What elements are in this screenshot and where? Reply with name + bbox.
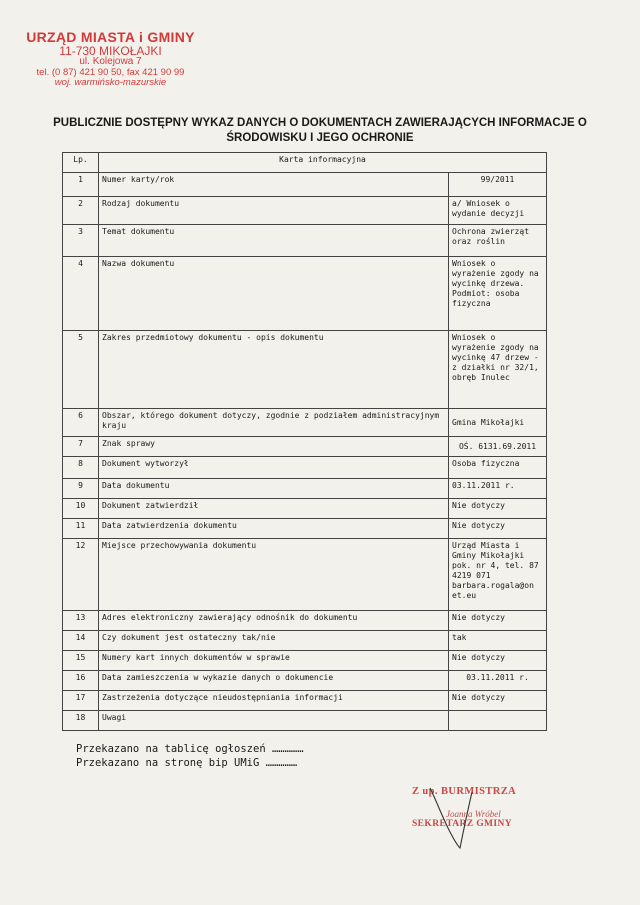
stamp-postal-city: 11-730 MIKOŁAJKI	[59, 43, 162, 58]
header-card: Karta informacyjna	[99, 153, 547, 173]
row-number: 8	[63, 457, 99, 479]
table-row	[63, 611, 547, 631]
row-value: Ochrona zwierząt oraz roślin	[449, 225, 547, 257]
row-label: Dokument wytworzył	[99, 457, 449, 479]
row-value: Urząd Miasta i Gminy Mikołajki pok. nr 4, tel. 87 4219 071 barbara.rogala@on et.eu	[449, 539, 547, 611]
table-row	[63, 257, 547, 331]
row-value: 03.11.2011 r.	[449, 479, 547, 499]
row-number: 1	[63, 173, 99, 197]
table-header-row	[63, 153, 547, 173]
header-lp: Lp.	[63, 153, 99, 173]
table-row	[63, 225, 547, 257]
row-value: Nie dotyczy	[449, 651, 547, 671]
row-number: 10	[63, 499, 99, 519]
table-row	[63, 173, 547, 197]
row-number: 14	[63, 631, 99, 651]
information-card-table	[62, 152, 547, 731]
table-row	[63, 519, 547, 539]
title-line-2: ŚRODOWISKU I JEGO OCHRONIE	[226, 132, 414, 144]
title-line-1: PUBLICZNIE DOSTĘPNY WYKAZ DANYCH O DOKUMENTACH ZAWIERAJĄCYCH INFORMACJE O	[53, 117, 587, 129]
row-number: 9	[63, 479, 99, 499]
office-stamp	[18, 30, 203, 88]
bip-website-line: Przekazano na stronę bip UMiG ……………	[76, 757, 298, 769]
row-value	[449, 711, 547, 731]
row-label: Obszar, którego dokument dotyczy, zgodnie z podziałem administracyjnym kraju	[99, 409, 449, 437]
row-value: Wniosek o wyrażenie zgody na wycinkę 47 drzew - z działki nr 32/1, obręb Inulec	[449, 331, 547, 409]
row-label: Dokument zatwierdził	[99, 499, 449, 519]
row-value: 03.11.2011 r.	[449, 671, 547, 691]
row-number: 15	[63, 651, 99, 671]
row-value: Wniosek o wyrażenie zgody na wycinkę drzewa. Podmiot: osoba fizyczna	[449, 257, 547, 331]
row-label: Temat dokumentu	[99, 225, 449, 257]
row-value: Osoba fizyczna	[449, 457, 547, 479]
table-row	[63, 691, 547, 711]
table-row	[63, 671, 547, 691]
row-value: Nie dotyczy	[449, 691, 547, 711]
row-label: Zastrzeżenia dotyczące nieudostępniania informacji	[99, 691, 449, 711]
row-number: 5	[63, 331, 99, 409]
row-label: Znak sprawy	[99, 437, 449, 457]
row-number: 3	[63, 225, 99, 257]
row-number: 13	[63, 611, 99, 631]
table-row	[63, 651, 547, 671]
document-title	[40, 116, 600, 146]
table-row	[63, 409, 547, 437]
row-label: Adres elektroniczny zawierający odnośnik do dokumentu	[99, 611, 449, 631]
row-label: Numer karty/rok	[99, 173, 449, 197]
row-number: 17	[63, 691, 99, 711]
row-number: 16	[63, 671, 99, 691]
row-value: Nie dotyczy	[449, 611, 547, 631]
signature-position: SEKRETARZ GMINY	[412, 819, 513, 829]
transmission-notes	[76, 742, 304, 770]
row-number: 18	[63, 711, 99, 731]
row-value: a/ Wniosek o wydanie decyzji	[449, 197, 547, 225]
stamp-office-name: URZĄD MIASTA i GMINY	[26, 29, 195, 45]
table-row	[63, 437, 547, 457]
row-label: Zakres przedmiotowy dokumentu - opis dokumentu	[99, 331, 449, 409]
signature-on-behalf: Z up. BURMISTRZA	[412, 786, 517, 797]
row-label: Miejsce przechowywania dokumentu	[99, 539, 449, 611]
row-number: 12	[63, 539, 99, 611]
table-row	[63, 331, 547, 409]
handwritten-signature-icon	[422, 782, 482, 852]
row-label: Nazwa dokumentu	[99, 257, 449, 331]
table-row	[63, 197, 547, 225]
table-row	[63, 499, 547, 519]
table-row	[63, 457, 547, 479]
notice-board-line: Przekazano na tablicę ogłoszeń ……………	[76, 743, 304, 755]
row-label: Czy dokument jest ostateczny tak/nie	[99, 631, 449, 651]
signature-stamp	[412, 786, 562, 829]
row-label: Data zatwierdzenia dokumentu	[99, 519, 449, 539]
row-number: 6	[63, 409, 99, 437]
row-label: Data dokumentu	[99, 479, 449, 499]
row-number: 7	[63, 437, 99, 457]
row-label: Data zamieszczenia w wykazie danych o dokumencie	[99, 671, 449, 691]
stamp-street: ul. Kolejowa 7	[79, 56, 142, 68]
row-number: 11	[63, 519, 99, 539]
row-value: OŚ. 6131.69.2011	[449, 437, 547, 457]
table-row	[63, 711, 547, 731]
row-label: Uwagi	[99, 711, 449, 731]
row-value: tak	[449, 631, 547, 651]
table-row	[63, 539, 547, 611]
row-number: 4	[63, 257, 99, 331]
row-label: Numery kart innych dokumentów w sprawie	[99, 651, 449, 671]
stamp-phone-fax: tel. (0 87) 421 90 50, fax 421 90 99	[36, 66, 185, 78]
row-value: Nie dotyczy	[449, 499, 547, 519]
row-value: Nie dotyczy	[449, 519, 547, 539]
signature-name: Joanna Wróbel	[446, 809, 501, 819]
row-label: Rodzaj dokumentu	[99, 197, 449, 225]
row-number: 2	[63, 197, 99, 225]
table-row	[63, 479, 547, 499]
row-value: 99/2011	[449, 173, 547, 197]
stamp-voivodeship: woj. warmińsko-mazurskie	[54, 76, 167, 88]
table-row	[63, 631, 547, 651]
row-value: Gmina Mikołajki	[449, 409, 547, 437]
